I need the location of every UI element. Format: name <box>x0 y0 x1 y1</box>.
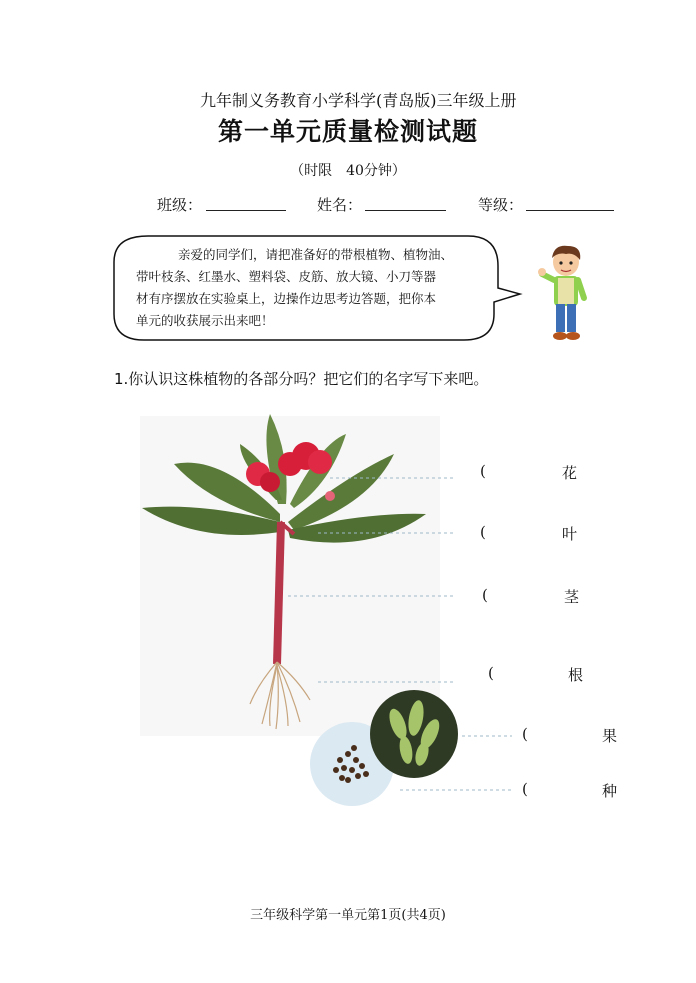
class-label: 班级： <box>157 196 203 214</box>
answer-paren-open: ( <box>488 664 494 682</box>
answer-flower[interactable]: 花 <box>562 464 578 482</box>
answer-paren-open: ( <box>480 523 486 541</box>
bubble-line: 单元的收获展示出来吧！ <box>136 313 274 328</box>
answer-stem[interactable]: 茎 <box>564 588 580 606</box>
page-footer: 三年级科学第一单元第1页(共4页) <box>250 908 446 923</box>
bubble-line: 材有序摆放在实验桌上，边操作边思考边答题，把你本 <box>136 291 437 306</box>
document-subtitle: 九年制义务教育小学科学(青岛版)三年级上册 <box>200 91 517 110</box>
time-limit: （时限 40分钟） <box>290 163 406 179</box>
answer-seed[interactable]: 种 <box>602 782 618 800</box>
answer-paren-open: ( <box>522 725 528 743</box>
document-title: 第一单元质量检测试题 <box>217 117 478 146</box>
grade-label: 等级： <box>478 196 524 214</box>
answer-leaf[interactable]: 叶 <box>562 525 578 543</box>
bubble-line: 带叶枝条、红墨水、塑料袋、皮筋、放大镜、小刀等器 <box>136 269 437 284</box>
bubble-line: 亲爱的同学们，请把准备好的带根植物、植物油、 <box>178 247 454 262</box>
answer-root[interactable]: 根 <box>568 666 584 684</box>
answer-fruit[interactable]: 果 <box>602 727 618 745</box>
name-label: 姓名： <box>317 196 363 214</box>
answer-paren-open: ( <box>480 462 486 480</box>
answer-paren-open: ( <box>522 780 528 798</box>
answer-paren-open: ( <box>482 586 488 604</box>
question-1: 1.你认识这株植物的各部分吗？把它们的名字写下来吧。 <box>114 370 489 388</box>
